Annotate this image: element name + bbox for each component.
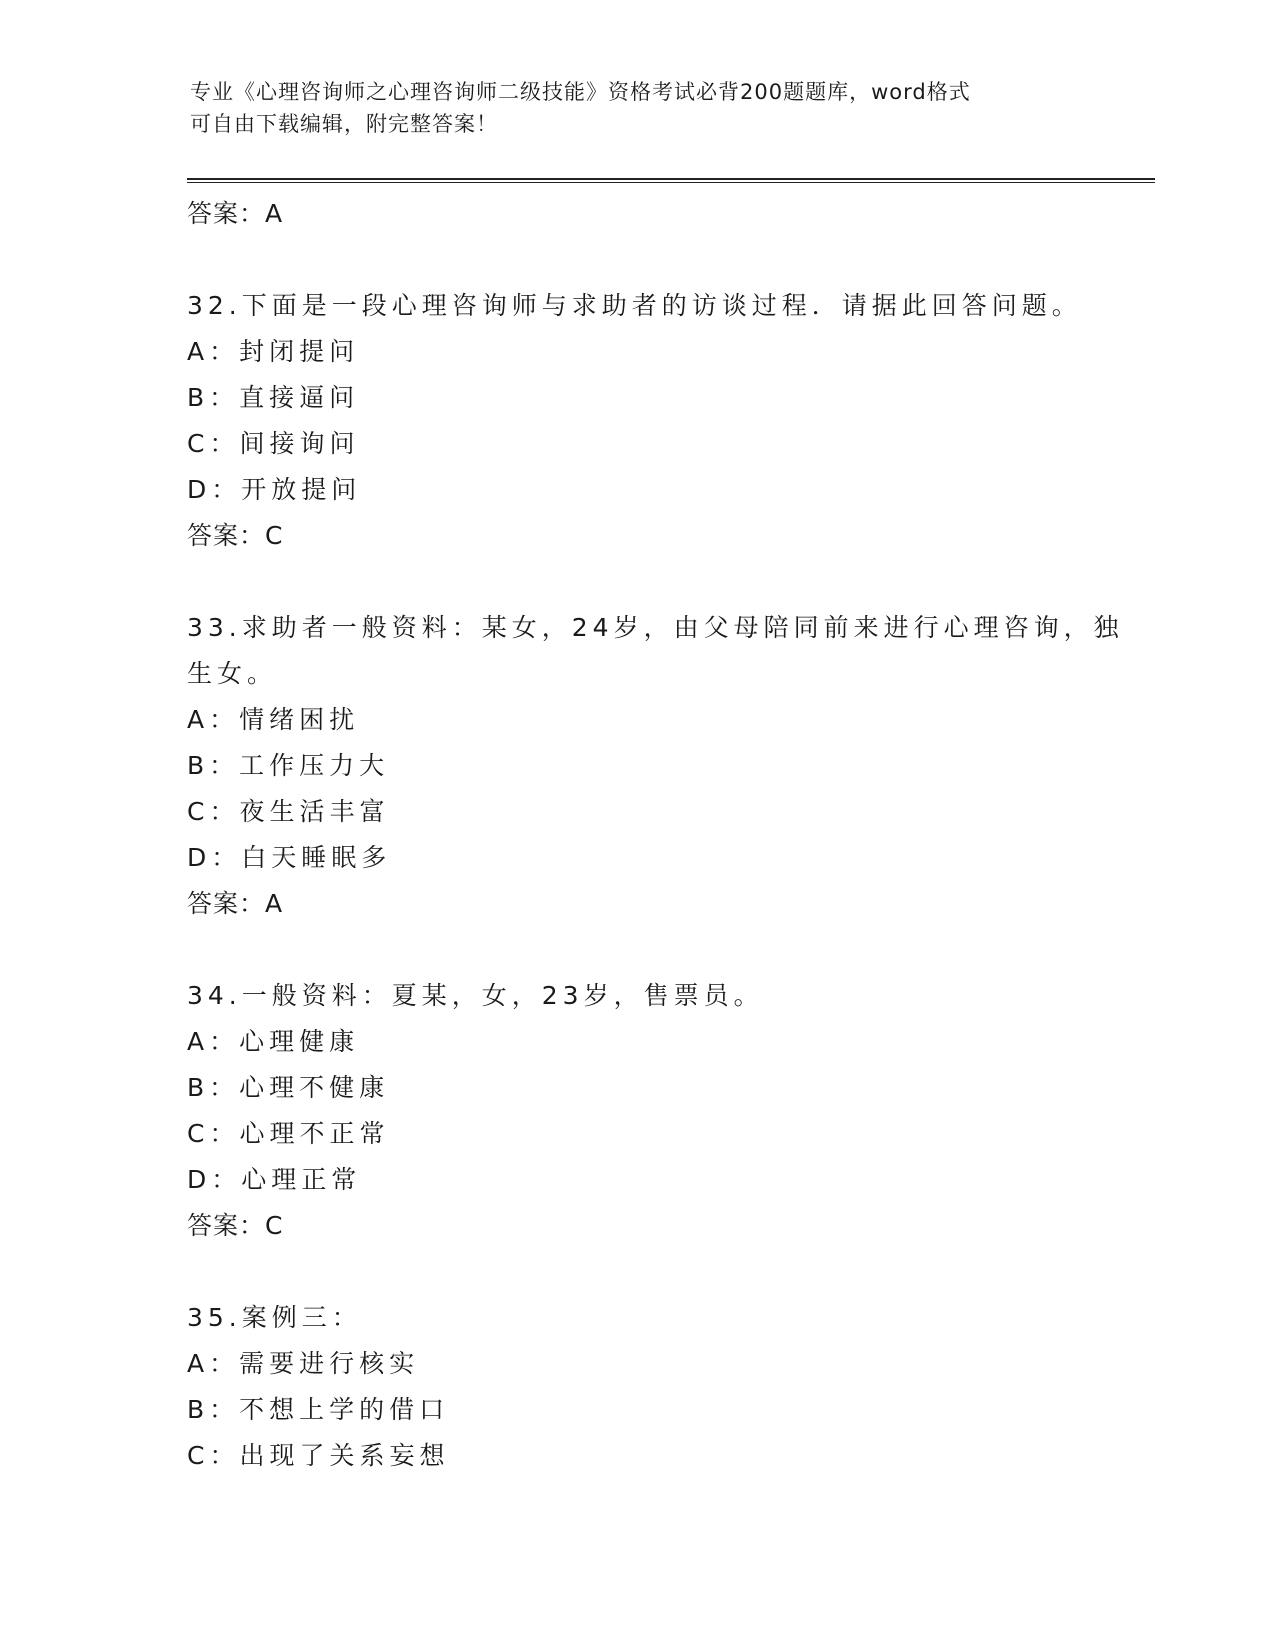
spacer <box>187 1249 1087 1295</box>
spacer <box>187 237 1087 283</box>
option-c: C：心理不正常 <box>187 1119 390 1148</box>
option-d: D：心理正常 <box>187 1165 362 1194</box>
document-header <box>190 76 1070 140</box>
header-divider <box>187 178 1155 183</box>
answer: 答案：C <box>187 521 284 550</box>
question-stem: 32.下面是一段心理咨询师与求助者的访谈过程．请据此回答问题。 <box>187 291 1082 320</box>
option-b: B：工作压力大 <box>187 751 390 780</box>
option-c: C：间接询问 <box>187 429 360 458</box>
option-b: B：不想上学的借口 <box>187 1395 450 1424</box>
header-line-1: 专业《心理咨询师之心理咨询师二级技能》资格考试必背200题题库，word格式 <box>190 80 971 104</box>
header-line-2: 可自由下载编辑，附完整答案！ <box>190 112 498 136</box>
question-stem: 33.求助者一般资料：某女，24岁，由父母陪同前来进行心理咨询，独 <box>187 613 1124 642</box>
option-b: B：直接逼问 <box>187 383 360 412</box>
option-a: A：封闭提问 <box>187 337 360 366</box>
question-stem: 35.案例三： <box>187 1303 362 1332</box>
option-a: A：心理健康 <box>187 1027 360 1056</box>
option-a: A：需要进行核实 <box>187 1349 420 1378</box>
question-33 <box>187 605 1124 927</box>
option-b: B：心理不健康 <box>187 1073 390 1102</box>
option-d: D：开放提问 <box>187 475 362 504</box>
option-d: D：白天睡眠多 <box>187 843 392 872</box>
option-c: C：夜生活丰富 <box>187 797 390 826</box>
spacer <box>187 927 1087 973</box>
question-list <box>187 191 1124 1479</box>
question-32 <box>187 283 1087 559</box>
previous-answer: 答案：A <box>187 199 284 228</box>
question-35 <box>187 1295 1087 1479</box>
spacer <box>187 559 1087 605</box>
option-c: C：出现了关系妄想 <box>187 1441 450 1470</box>
question-stem-continuation: 生女。 <box>187 659 278 688</box>
option-a: A：情绪困扰 <box>187 705 360 734</box>
question-34 <box>187 973 1087 1249</box>
question-stem: 34.一般资料：夏某，女，23岁，售票员。 <box>187 981 764 1010</box>
answer: 答案：C <box>187 1211 284 1240</box>
answer: 答案：A <box>187 889 284 918</box>
